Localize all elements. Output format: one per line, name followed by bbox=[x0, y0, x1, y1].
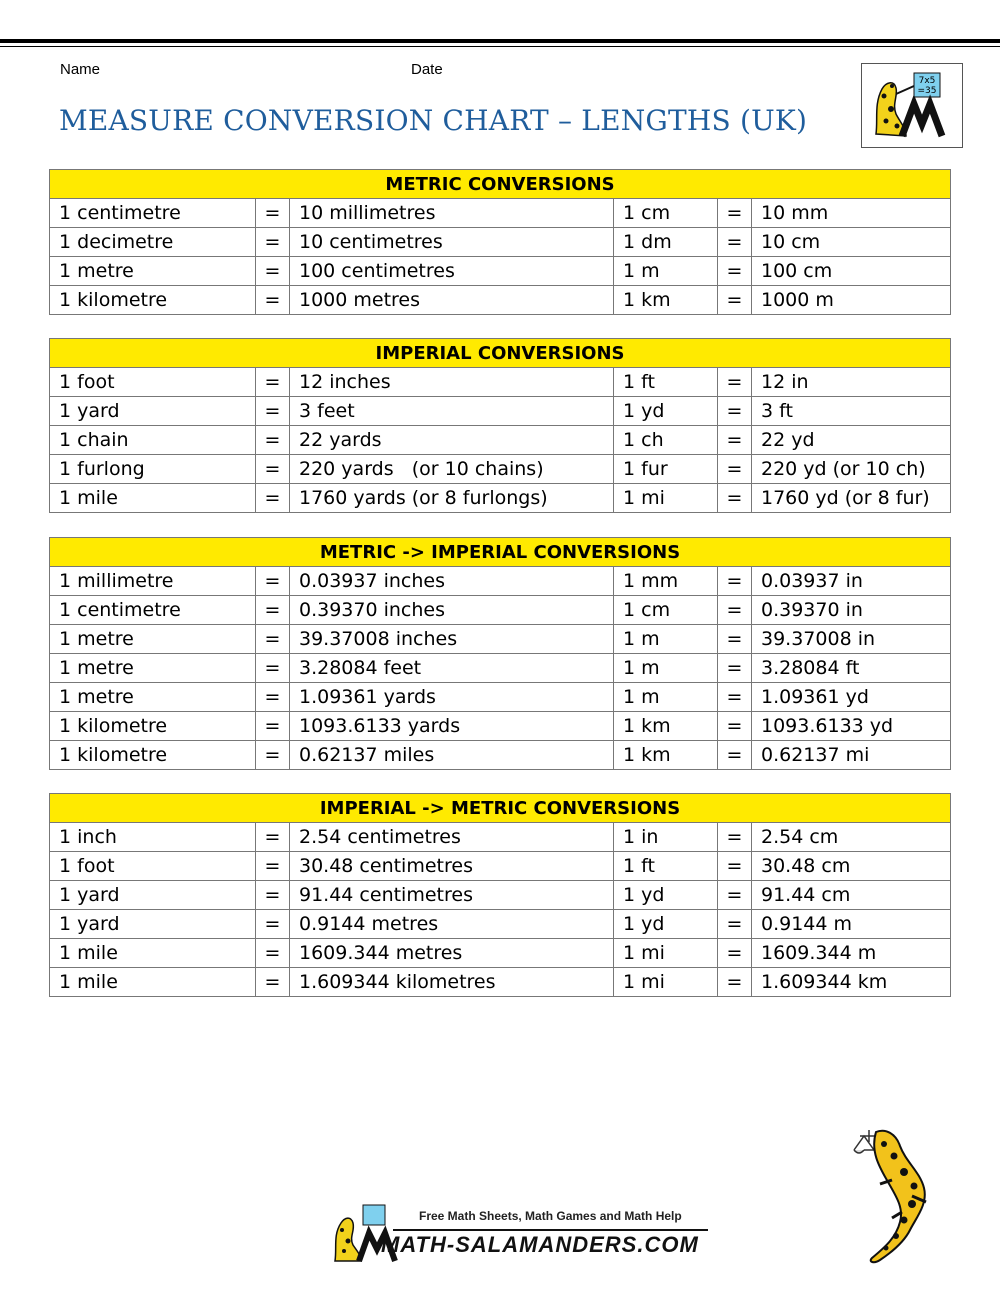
value-name-cell: 0.03937 inches bbox=[290, 567, 614, 596]
equals-cell: = bbox=[718, 368, 752, 397]
table-row bbox=[50, 968, 951, 997]
salamander-scales-icon bbox=[840, 1122, 950, 1267]
unit-abbr-cell: 1 yd bbox=[614, 397, 718, 426]
value-name-cell: 100 centimetres bbox=[290, 257, 614, 286]
value-abbr-cell: 0.9144 m bbox=[752, 910, 951, 939]
equals-cell: = bbox=[718, 228, 752, 257]
salamander-mascot bbox=[840, 1122, 950, 1267]
value-name-cell: 1609.344 metres bbox=[290, 939, 614, 968]
value-name-cell: 22 yards bbox=[290, 426, 614, 455]
equals-cell: = bbox=[256, 741, 290, 770]
value-name-cell: 0.9144 metres bbox=[290, 910, 614, 939]
equals-cell: = bbox=[718, 910, 752, 939]
unit-name-cell: 1 metre bbox=[50, 654, 256, 683]
table-row bbox=[50, 257, 951, 286]
unit-name-cell: 1 metre bbox=[50, 683, 256, 712]
equals-cell: = bbox=[718, 484, 752, 513]
value-name-cell: 2.54 centimetres bbox=[290, 823, 614, 852]
unit-abbr-cell: 1 in bbox=[614, 823, 718, 852]
value-abbr-cell: 220 yd (or 10 ch) bbox=[752, 455, 951, 484]
unit-name-cell: 1 furlong bbox=[50, 455, 256, 484]
unit-abbr-cell: 1 ft bbox=[614, 852, 718, 881]
table-row bbox=[50, 910, 951, 939]
logo bbox=[861, 63, 963, 148]
value-name-cell: 3 feet bbox=[290, 397, 614, 426]
table-header-row bbox=[50, 339, 951, 368]
value-abbr-cell: 10 mm bbox=[752, 199, 951, 228]
value-name-cell: 1000 metres bbox=[290, 286, 614, 315]
value-abbr-cell: 0.39370 in bbox=[752, 596, 951, 625]
value-name-cell: 0.62137 miles bbox=[290, 741, 614, 770]
table-row bbox=[50, 397, 951, 426]
unit-abbr-cell: 1 cm bbox=[614, 596, 718, 625]
table-row bbox=[50, 939, 951, 968]
page-title: MEASURE CONVERSION CHART – LENGTHS (UK) bbox=[59, 104, 808, 137]
table-row bbox=[50, 823, 951, 852]
conversion-table bbox=[49, 169, 951, 315]
equals-cell: = bbox=[256, 228, 290, 257]
table-row bbox=[50, 228, 951, 257]
table-row bbox=[50, 683, 951, 712]
value-abbr-cell: 30.48 cm bbox=[752, 852, 951, 881]
equals-cell: = bbox=[256, 368, 290, 397]
value-name-cell: 10 centimetres bbox=[290, 228, 614, 257]
unit-abbr-cell: 1 m bbox=[614, 257, 718, 286]
equals-cell: = bbox=[718, 741, 752, 770]
value-abbr-cell: 2.54 cm bbox=[752, 823, 951, 852]
value-abbr-cell: 1609.344 m bbox=[752, 939, 951, 968]
value-abbr-cell: 3 ft bbox=[752, 397, 951, 426]
unit-abbr-cell: 1 m bbox=[614, 683, 718, 712]
table-row bbox=[50, 286, 951, 315]
equals-cell: = bbox=[718, 286, 752, 315]
value-abbr-cell: 91.44 cm bbox=[752, 881, 951, 910]
top-rule-thin bbox=[0, 46, 1000, 47]
table-row bbox=[50, 654, 951, 683]
value-name-cell: 220 yards (or 10 chains) bbox=[290, 455, 614, 484]
equals-cell: = bbox=[256, 596, 290, 625]
value-abbr-cell: 1000 m bbox=[752, 286, 951, 315]
equals-cell: = bbox=[256, 625, 290, 654]
table-title: METRIC -> IMPERIAL CONVERSIONS bbox=[50, 538, 951, 567]
unit-abbr-cell: 1 mm bbox=[614, 567, 718, 596]
unit-name-cell: 1 kilometre bbox=[50, 741, 256, 770]
value-abbr-cell: 10 cm bbox=[752, 228, 951, 257]
value-abbr-cell: 0.62137 mi bbox=[752, 741, 951, 770]
equals-cell: = bbox=[718, 683, 752, 712]
equals-cell: = bbox=[718, 968, 752, 997]
unit-name-cell: 1 metre bbox=[50, 625, 256, 654]
value-abbr-cell: 1.09361 yd bbox=[752, 683, 951, 712]
value-name-cell: 1.609344 kilometres bbox=[290, 968, 614, 997]
table-row bbox=[50, 455, 951, 484]
equals-cell: = bbox=[256, 654, 290, 683]
unit-abbr-cell: 1 mi bbox=[614, 968, 718, 997]
table-title: METRIC CONVERSIONS bbox=[50, 170, 951, 199]
equals-cell: = bbox=[718, 852, 752, 881]
unit-abbr-cell: 1 yd bbox=[614, 881, 718, 910]
unit-abbr-cell: 1 ft bbox=[614, 368, 718, 397]
equals-cell: = bbox=[256, 257, 290, 286]
unit-name-cell: 1 foot bbox=[50, 852, 256, 881]
equals-cell: = bbox=[718, 455, 752, 484]
unit-abbr-cell: 1 fur bbox=[614, 455, 718, 484]
equals-cell: = bbox=[256, 823, 290, 852]
equals-cell: = bbox=[718, 567, 752, 596]
value-name-cell: 91.44 centimetres bbox=[290, 881, 614, 910]
value-name-cell: 12 inches bbox=[290, 368, 614, 397]
unit-abbr-cell: 1 ch bbox=[614, 426, 718, 455]
unit-name-cell: 1 yard bbox=[50, 881, 256, 910]
value-name-cell: 1760 yards (or 8 furlongs) bbox=[290, 484, 614, 513]
unit-abbr-cell: 1 km bbox=[614, 712, 718, 741]
conversion-table bbox=[49, 537, 951, 770]
unit-abbr-cell: 1 mi bbox=[614, 484, 718, 513]
footer-divider bbox=[393, 1229, 708, 1231]
table-title: IMPERIAL CONVERSIONS bbox=[50, 339, 951, 368]
unit-name-cell: 1 decimetre bbox=[50, 228, 256, 257]
unit-name-cell: 1 centimetre bbox=[50, 596, 256, 625]
value-abbr-cell: 1760 yd (or 8 fur) bbox=[752, 484, 951, 513]
value-name-cell: 10 millimetres bbox=[290, 199, 614, 228]
equals-cell: = bbox=[718, 939, 752, 968]
table-row bbox=[50, 426, 951, 455]
table-header-row bbox=[50, 538, 951, 567]
equals-cell: = bbox=[256, 199, 290, 228]
value-name-cell: 3.28084 feet bbox=[290, 654, 614, 683]
unit-abbr-cell: 1 km bbox=[614, 286, 718, 315]
equals-cell: = bbox=[718, 881, 752, 910]
footer-site-name: MATH-SALAMANDERS.COM bbox=[381, 1232, 699, 1257]
unit-name-cell: 1 foot bbox=[50, 368, 256, 397]
table-row bbox=[50, 368, 951, 397]
equals-cell: = bbox=[718, 712, 752, 741]
unit-abbr-cell: 1 m bbox=[614, 625, 718, 654]
value-abbr-cell: 100 cm bbox=[752, 257, 951, 286]
table-row bbox=[50, 852, 951, 881]
value-abbr-cell: 0.03937 in bbox=[752, 567, 951, 596]
equals-cell: = bbox=[718, 426, 752, 455]
equals-cell: = bbox=[718, 823, 752, 852]
equals-cell: = bbox=[718, 199, 752, 228]
salamander-logo-icon bbox=[862, 64, 962, 147]
equals-cell: = bbox=[718, 257, 752, 286]
equals-cell: = bbox=[718, 625, 752, 654]
table-row bbox=[50, 199, 951, 228]
table-title: IMPERIAL -> METRIC CONVERSIONS bbox=[50, 794, 951, 823]
table-row bbox=[50, 625, 951, 654]
value-name-cell: 1093.6133 yards bbox=[290, 712, 614, 741]
equals-cell: = bbox=[256, 939, 290, 968]
unit-name-cell: 1 centimetre bbox=[50, 199, 256, 228]
unit-name-cell: 1 yard bbox=[50, 910, 256, 939]
logo-text-bottom: =35 bbox=[917, 86, 937, 96]
equals-cell: = bbox=[256, 968, 290, 997]
equals-cell: = bbox=[256, 910, 290, 939]
equals-cell: = bbox=[256, 712, 290, 741]
equals-cell: = bbox=[256, 567, 290, 596]
equals-cell: = bbox=[256, 426, 290, 455]
table-row bbox=[50, 596, 951, 625]
table-row bbox=[50, 712, 951, 741]
unit-name-cell: 1 kilometre bbox=[50, 286, 256, 315]
value-name-cell: 0.39370 inches bbox=[290, 596, 614, 625]
unit-abbr-cell: 1 cm bbox=[614, 199, 718, 228]
value-abbr-cell: 1093.6133 yd bbox=[752, 712, 951, 741]
unit-abbr-cell: 1 mi bbox=[614, 939, 718, 968]
equals-cell: = bbox=[256, 286, 290, 315]
unit-name-cell: 1 chain bbox=[50, 426, 256, 455]
unit-name-cell: 1 kilometre bbox=[50, 712, 256, 741]
table-row bbox=[50, 741, 951, 770]
equals-cell: = bbox=[256, 683, 290, 712]
unit-name-cell: 1 mile bbox=[50, 484, 256, 513]
unit-name-cell: 1 mile bbox=[50, 939, 256, 968]
table-row bbox=[50, 484, 951, 513]
equals-cell: = bbox=[256, 852, 290, 881]
equals-cell: = bbox=[718, 397, 752, 426]
unit-abbr-cell: 1 m bbox=[614, 654, 718, 683]
table-row bbox=[50, 567, 951, 596]
table-header-row bbox=[50, 794, 951, 823]
value-abbr-cell: 1.609344 km bbox=[752, 968, 951, 997]
equals-cell: = bbox=[718, 654, 752, 683]
unit-name-cell: 1 yard bbox=[50, 397, 256, 426]
footer-tagline: Free Math Sheets, Math Games and Math Help bbox=[419, 1209, 682, 1223]
date-label: Date bbox=[411, 61, 443, 78]
top-rule bbox=[0, 39, 1000, 43]
value-name-cell: 1.09361 yards bbox=[290, 683, 614, 712]
value-abbr-cell: 12 in bbox=[752, 368, 951, 397]
equals-cell: = bbox=[718, 596, 752, 625]
value-abbr-cell: 3.28084 ft bbox=[752, 654, 951, 683]
unit-abbr-cell: 1 dm bbox=[614, 228, 718, 257]
unit-abbr-cell: 1 yd bbox=[614, 910, 718, 939]
logo-text-top: 7x5 bbox=[918, 76, 936, 86]
equals-cell: = bbox=[256, 881, 290, 910]
table-row bbox=[50, 881, 951, 910]
unit-name-cell: 1 metre bbox=[50, 257, 256, 286]
unit-name-cell: 1 inch bbox=[50, 823, 256, 852]
value-abbr-cell: 22 yd bbox=[752, 426, 951, 455]
name-label: Name bbox=[60, 61, 101, 78]
equals-cell: = bbox=[256, 397, 290, 426]
equals-cell: = bbox=[256, 484, 290, 513]
conversion-table bbox=[49, 793, 951, 997]
table-header-row bbox=[50, 170, 951, 199]
value-abbr-cell: 39.37008 in bbox=[752, 625, 951, 654]
value-name-cell: 39.37008 inches bbox=[290, 625, 614, 654]
unit-name-cell: 1 mile bbox=[50, 968, 256, 997]
conversion-table bbox=[49, 338, 951, 513]
unit-abbr-cell: 1 km bbox=[614, 741, 718, 770]
equals-cell: = bbox=[256, 455, 290, 484]
value-name-cell: 30.48 centimetres bbox=[290, 852, 614, 881]
unit-name-cell: 1 millimetre bbox=[50, 567, 256, 596]
